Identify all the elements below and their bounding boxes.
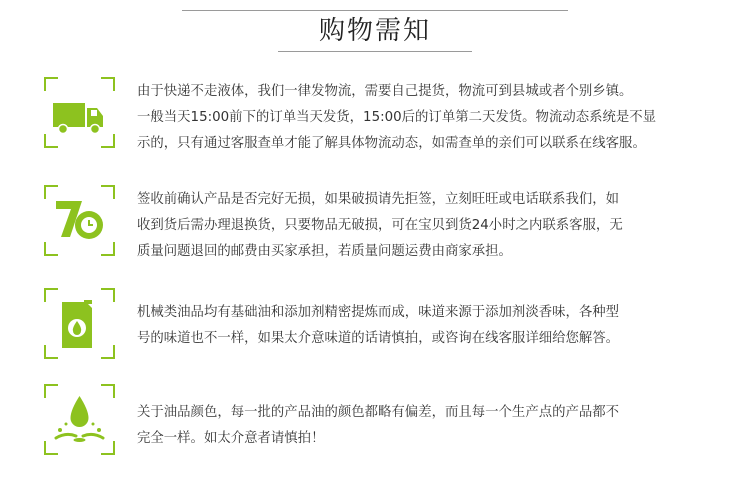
seven-day-return-icon xyxy=(44,185,115,256)
seven-day-icon-frame xyxy=(44,185,115,256)
truck-icon xyxy=(44,77,115,148)
page-title: 购物需知 xyxy=(318,16,431,46)
oil-can-icon xyxy=(44,288,115,359)
page-header xyxy=(0,0,750,60)
title-divider-bottom xyxy=(278,51,472,52)
title-divider-top xyxy=(182,10,568,11)
returns-notice-text: 签收前确认产品是否完好无损，如果破损请先拒签，立刻旺旺或电话联系我们，如 收到货后需办理退换货，只要物品无破损，可在宝贝到货24小时之内联系客服，无 质量问题退回的邮费由买家承担，若质量问题运费由商家承担。 xyxy=(137,192,623,259)
oil-drop-icon xyxy=(44,384,115,455)
truck-icon-frame xyxy=(44,77,115,148)
oil-color-notice-text: 关于油品颜色，每一批的产品油的颜色都略有偏差，而且每一个生产点的产品都不 完全一样。如太介意者请慎拍！ xyxy=(137,405,620,446)
shipping-notice-text: 由于快递不走液体，我们一律发物流，需要自己提货，物流可到县城或者个别乡镇。 一般当天15:00前下的订单当天发货，15:00后的订单第二天发货。物流动态系统是不显 示的，只有通过客服查单才能了解具体物流动态，如需查单的亲们可以联系在线客服。 xyxy=(137,84,657,151)
oil-smell-notice-text: 机械类油品均有基础油和添加剂精密提炼而成，味道来源于添加剂淡香味，各种型 号的味道也不一样，如果太介意味道的话请慎拍，或咨询在线客服详细给您解答。 xyxy=(137,305,620,346)
oil-can-icon-frame xyxy=(44,288,115,359)
oil-drop-icon-frame xyxy=(44,384,115,455)
